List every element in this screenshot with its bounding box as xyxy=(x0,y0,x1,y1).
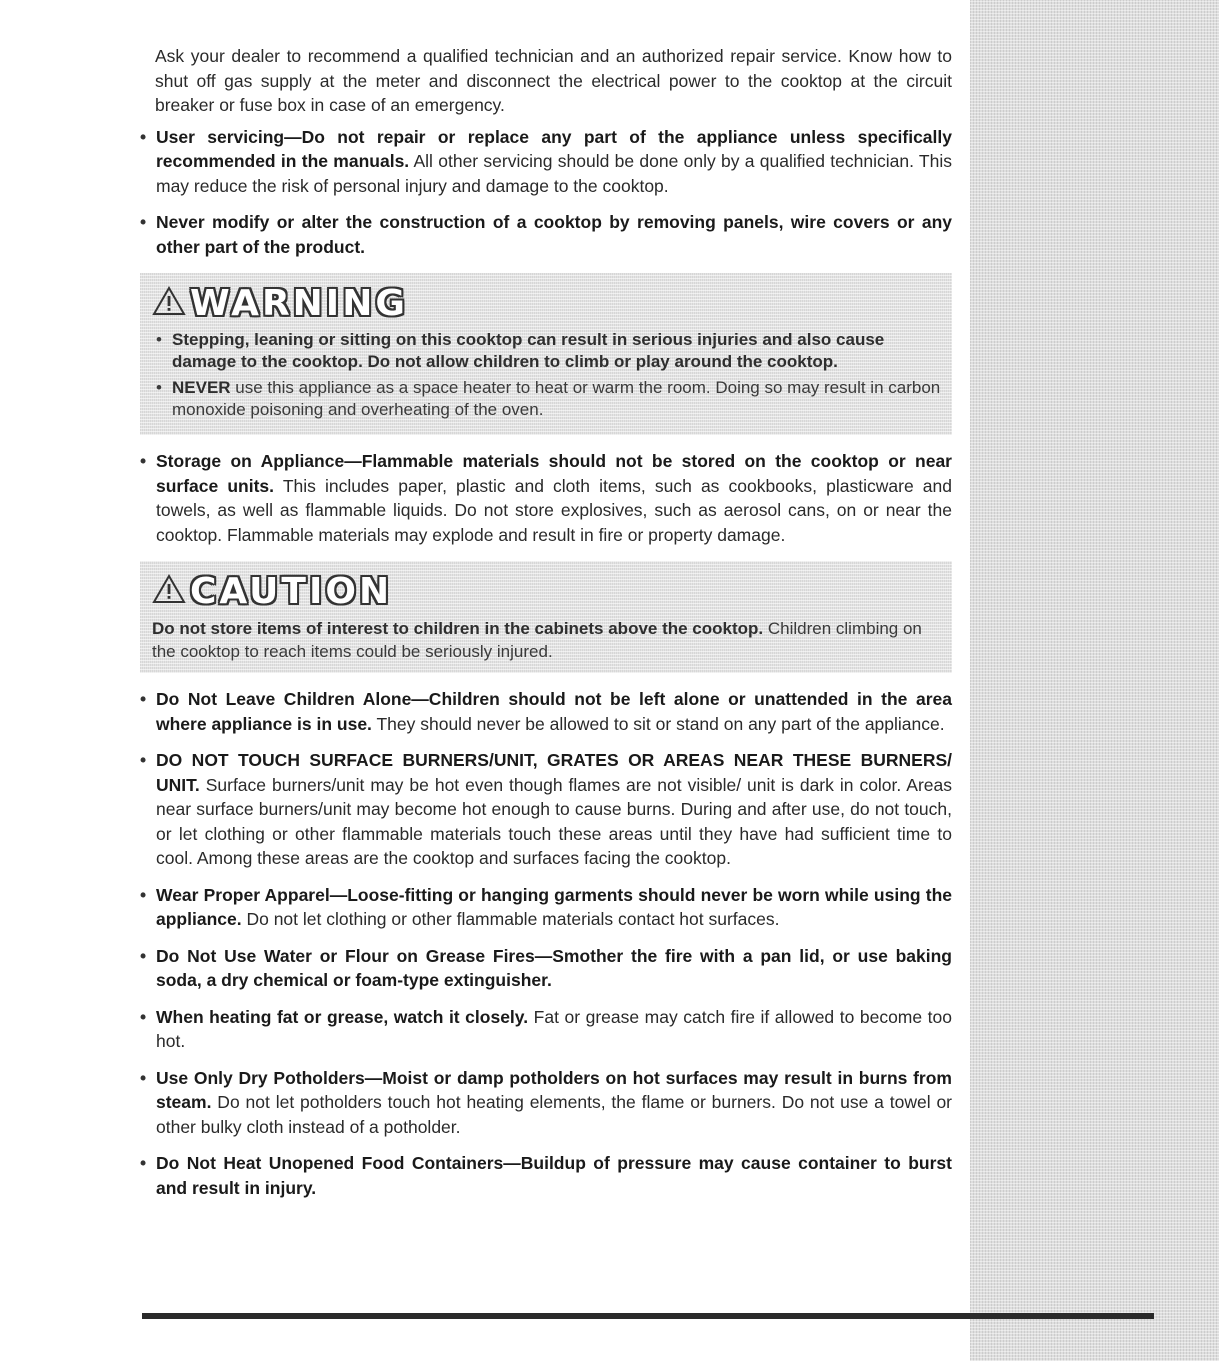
safety-bullet-item-bold: Never modify or alter the construction of a cooktop by removing panels, wire covers or any other part of the product. xyxy=(156,212,952,257)
bottom-rule xyxy=(142,1313,1154,1319)
caution-title: CAUTION xyxy=(190,570,393,612)
warning-item-text: use this appliance as a space heater to heat or warm the room. Doing so may result in carbon monoxide poisoning and overheating of the oven. xyxy=(172,378,941,419)
safety-bullet-item-bold: User servicing—Do not repair or replace any part of the appliance unless specifically recommended in the manuals. xyxy=(156,126,952,171)
safety-bullet-item xyxy=(140,687,952,736)
caution-triangle-icon xyxy=(152,574,190,609)
caution-box xyxy=(140,561,952,673)
safety-bullet-item xyxy=(140,125,952,199)
safety-bullet-item-bold: Do Not Use Water or Flour on Grease Fires—Smother the fire with a pan lid, or use baking soda, a dry chemical or foam-type extinguisher. xyxy=(156,945,952,990)
warning-box xyxy=(140,273,952,435)
safety-bullet-item xyxy=(140,449,952,547)
warning-item-bold: NEVER xyxy=(172,378,231,397)
safety-bullet-item-text: Surface burners/unit may be hot even though flames are not visible/ unit is dark in color. Areas near surface burners/unit may become hot enough to cause burns. During and after use, do not touch, or let clothing or other flammable materials touch these areas until they have had sufficient time to cool. Among these areas are the cooktop and surfaces facing the cooktop. xyxy=(156,774,952,868)
safety-bullet-item-text: All other servicing should be done only by a qualified technician. This may reduce the risk of personal injury and damage to the cooktop. xyxy=(156,151,952,196)
safety-bullet-item xyxy=(140,944,952,993)
safety-bullet-item-bold: Do Not Leave Children Alone—Children should not be left alone or unattended in the area where appliance is in use. xyxy=(156,689,952,734)
warning-triangle-icon xyxy=(152,286,190,321)
safety-bullet-item-text: Fat or grease may catch fire if allowed to become too hot. xyxy=(156,1006,952,1051)
caution-header xyxy=(152,571,942,611)
safety-bullet-item xyxy=(140,1151,952,1200)
caution-bold: Do not store items of interest to children in the cabinets above the cooktop. xyxy=(152,619,764,638)
safety-bullet-item-bold: Wear Proper Apparel—Loose-fitting or hanging garments should never be worn while using the appliance. xyxy=(156,884,952,929)
safety-bullet-item xyxy=(140,1066,952,1140)
safety-list-mid xyxy=(140,449,952,547)
safety-bullet-item-text: This includes paper, plastic and cloth items, such as cookbooks, plasticware and towels, as well as flammable liquids. Do not store explosives, such as aerosol cans, on or near the cooktop. Flammable materials may explode and result in fire or property damage. xyxy=(156,475,952,545)
safety-bullet-item-bold: Do Not Heat Unopened Food Containers—Buildup of pressure may cause container to burst and result in injury. xyxy=(156,1153,952,1198)
safety-list-top xyxy=(140,125,952,260)
caution-rest: Children climbing on the cooktop to reach items could be seriously injured. xyxy=(152,619,922,661)
safety-bullet-item-bold: When heating fat or grease, watch it closely. xyxy=(156,1006,529,1027)
safety-bullet-item-text: Do not let clothing or other flammable materials contact hot surfaces. xyxy=(241,909,780,929)
warning-item xyxy=(152,377,942,421)
warning-item-bold: Stepping, leaning or sitting on this cooktop can result in serious injuries and also cause damage to the cooktop. Do not allow children to climb or play around the cooktop. xyxy=(172,330,885,371)
intro-paragraph: Ask your dealer to recommend a qualified technician and an authorized repair service. Know how to shut off gas supply at the meter and disconnect the electrical power to the cooktop at the circuit breaker or fuse box in case of an emergency. xyxy=(155,46,952,115)
safety-bullet-item-text: Do not let potholders touch hot heating elements, the flame or burners. Do not use a towel or other bulky cloth instead of a potholder. xyxy=(156,1092,952,1137)
safety-bullet-item-bold: DO NOT TOUCH SURFACE BURNERS/UNIT, GRATES OR AREAS NEAR THESE BURNERS/ UNIT. xyxy=(156,750,952,795)
safety-bullet-item-bold: Use Only Dry Potholders—Moist or damp potholders on hot surfaces may result in burns from steam. xyxy=(156,1067,952,1112)
warning-items xyxy=(152,329,942,421)
safety-bullet-item-text: They should never be allowed to sit or stand on any part of the appliance. xyxy=(371,713,945,734)
safety-bullet-item xyxy=(140,883,952,932)
safety-list-bottom xyxy=(140,687,952,1200)
page-edge-tab xyxy=(970,0,1219,1361)
warning-title: WARNING xyxy=(190,282,408,324)
warning-header xyxy=(152,283,942,323)
caution-text xyxy=(152,617,942,663)
safety-bullet-item xyxy=(140,210,952,259)
safety-bullet-item xyxy=(140,748,952,871)
warning-item xyxy=(152,329,942,373)
page-content xyxy=(140,44,952,1212)
safety-bullet-item-bold: Storage on Appliance—Flammable materials should not be stored on the cooktop or near surface units. xyxy=(156,451,952,496)
safety-bullet-item xyxy=(140,1005,952,1054)
